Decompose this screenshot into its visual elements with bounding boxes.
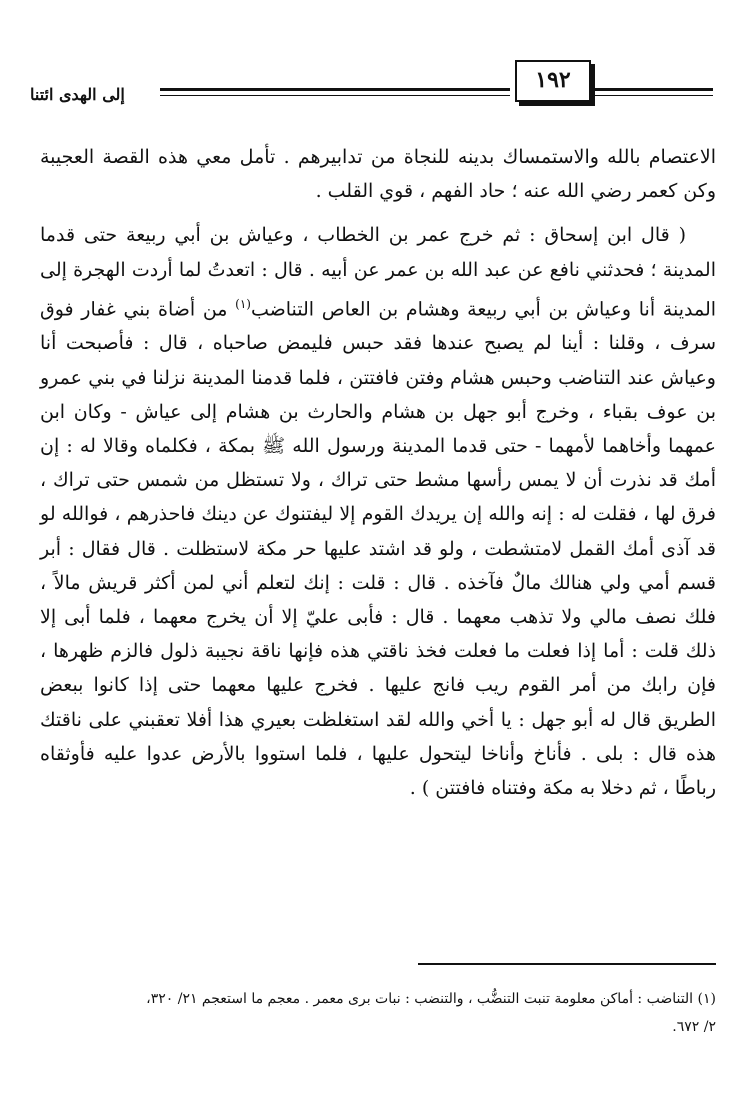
header-rule-thin — [160, 95, 510, 96]
running-title: إلى الهدى ائتنا — [30, 85, 125, 104]
page-number: ١٩٢ — [515, 60, 591, 102]
header-rule — [160, 88, 510, 91]
quote-text-continued: من أضاة بني غفار فوق سرف ، وقلنا : أينا لم يصبح عندها فقد حبس فليمض صاحباه ، قال : فأصبحت أنا وعياش عند التناضب وحبس هشام وفتن فافتتن ، فلما قدمنا المدينة نزلنا في بني عمرو بن عوف بقباء ، وخرج أبو جهل بن هشام والحارث بن هشام إلى عياش - وكان ابن عمهما وأخاهما لأمهما - حتى قدما المدينة ورسول الله ﷺ بمكة ، فكلماه وقالا له : إن أمك قد نذرت أن لا يمس رأسها مشط حتى تراك ، ولا تستظل من شمس حتى تراك ، فرق لها ، فقلت له : إنه والله إن يريدك القوم إلا ليفتنوك عن دينك فاحذرهم ، فوالله لو قد آذى أمك القمل لامتشطت ، ولو قد اشتد عليها حر مكة لاستظلت . قال فقال : أبر قسم أمي ولي هنالك مالٌ فآخذه . قال : قلت : إنك لتعلم أني لمن أكثر قريش مالاً ، فلك نصف مالي ولا تذهب معهما . قال : فأبى عليّ إلا أن يخرج معهما ، فلما أبى إلا ذلك قلت : أما إذا فعلت ما فعلت فخذ ناقتي هذه فإنها ناقة نجيبة ذلول فالزم ظهرها ، فإن رابك من أمر القوم ريب فانج عليها . فخرج عليها معهما حتى إذا كانوا ببعض الطريق قال له أبو جهل : يا أخي والله لقد استغلظت بعيري هذا أفلا تعقبني على ناقتك هذه قال : بلى . فأناخ وأناخا ليتحول عليها ، فلما استووا بالأرض عدوا عليه فأوثقاه رباطًا ، ثم دخلا به مكة وفتناه فافتتن ) . — [40, 298, 716, 799]
footnote-line: (١) التناضب : أماكن معلومة تنبت التنضُّب ، والتنضب : نبات برى معمر . معجم ما استعجم ٢١/ ٣٢٠، — [146, 991, 716, 1007]
body-text — [40, 140, 716, 805]
footnote — [40, 985, 716, 1041]
paragraph: الاعتصام بالله والاستمساك بدينه للنجاة من تدابيرهم . تأمل معي هذه القصة العجيبة وكن كعمر رضي الله عنه ؛ حاد الفهم ، قوي القلب . — [40, 146, 716, 203]
paragraph-quote — [40, 218, 716, 805]
footnote-line: ٢/ ٦٧٢. — [672, 1019, 716, 1035]
quote-text: ( قال ابن إسحاق : ثم خرج عمر بن الخطاب ، وعياش بن أبي ربيعة حتى قدما المدينة ؛ فحدثني نافع عن عبد الله بن عمر عن أبيه . قال : اتعدتُ لما أردت الهجرة إلى المدينة أنا وعياش بن أبي ربيعة وهشام بن العاص التناضب — [40, 224, 717, 321]
header-rule-right — [593, 88, 713, 91]
header-rule-right-thin — [593, 95, 713, 96]
footnote-rule — [418, 963, 716, 965]
footnote-reference: (١) — [235, 296, 251, 311]
